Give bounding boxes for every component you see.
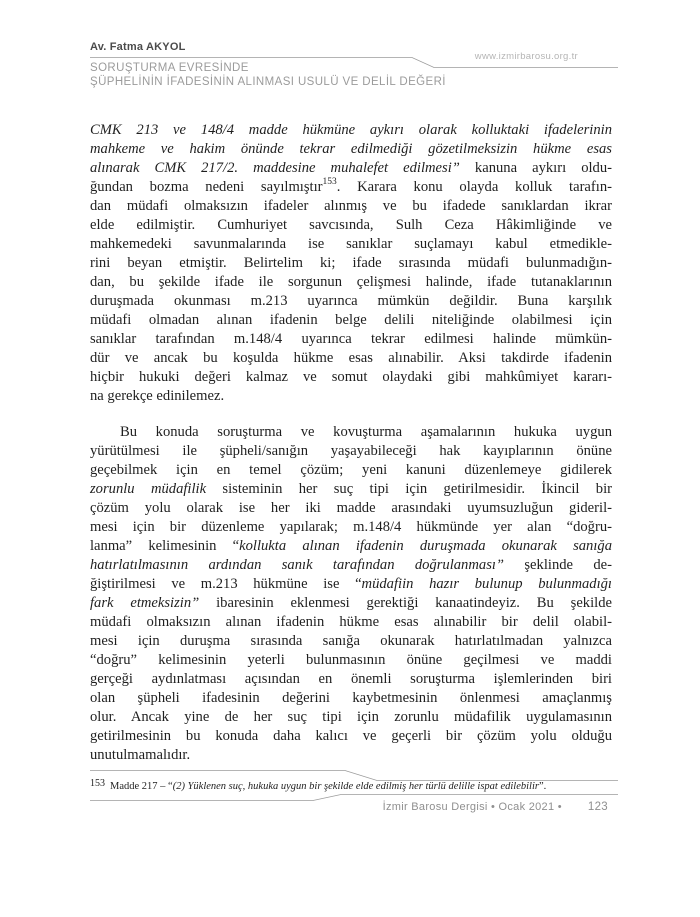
body-text: kanuna aykırı oldu- xyxy=(459,160,612,176)
article-body xyxy=(90,121,612,765)
body-text-italic: hatırlatılmasının ardından sanık tarafından doğrulanması” xyxy=(90,557,505,573)
body-line xyxy=(90,273,612,292)
body-line xyxy=(90,140,612,159)
body-text-italic: fark etmeksizin” xyxy=(90,595,200,611)
footnote-text xyxy=(110,781,546,792)
body-text: sisteminin her suç tipi için getirilmesidir. İkincil bir xyxy=(206,481,613,497)
body-text-italic: CMK 213 ve 148/4 madde hükmüne aykırı olarak kolluktaki ifadelerinin xyxy=(90,122,612,138)
body-text: na gerekçe edinilemez. xyxy=(90,388,225,404)
body-text: sanıklar tarafından m.148/4 uyarınca tekrar edilmesi halinde mümkün- xyxy=(90,331,612,347)
footnote-rule-bottom xyxy=(90,795,618,801)
body-text: çözüm yolu olarak ise her iki madde arasındaki uyumsuzluğun gideril- xyxy=(90,500,612,516)
body-line xyxy=(90,330,612,349)
body-line xyxy=(90,613,612,632)
body-text: mesi için bir düzenleme yapılarak; m.148/4 hükmünde yer alan “doğru- xyxy=(90,519,612,535)
body-text-italic: alınarak CMK 217/2. maddesine muhalefet edilmesi” xyxy=(90,160,460,176)
body-text-italic: zorunlu müdafilik xyxy=(90,481,207,497)
body-line xyxy=(90,594,612,613)
body-line xyxy=(90,423,612,442)
article-title-line1: SORUŞTURMA EVRESİNDE xyxy=(90,62,249,74)
body-line xyxy=(90,311,612,330)
body-line xyxy=(90,556,612,575)
body-text: elde edilmiştir. Cumhuriyet savcısında, Sulh Ceza Hâkimliğinde ve xyxy=(90,217,612,233)
body-text-italic: müdafiin hazır bulunup bulunmadığı xyxy=(361,576,612,592)
body-text: unutulmamalıdır. xyxy=(90,747,191,763)
body-line xyxy=(90,387,612,406)
body-text: olan şüpheli ifadesinin değerini kaybetmesinin önlenmesi amaçlanmış xyxy=(90,690,612,706)
body-line xyxy=(90,727,612,746)
body-line xyxy=(90,368,612,387)
body-line xyxy=(90,670,612,689)
body-text: “doğru” kelimesinin yeterli bulunmasının önüne geçilmesi ve maddi xyxy=(90,652,612,668)
journal-info: İzmir Barosu Dergisi • Ocak 2021 • xyxy=(382,801,562,813)
footnote-rule-top xyxy=(90,771,618,781)
body-text: gerçeği aydınlatması açısından en önemli soruşturma işlemlerinden biri xyxy=(90,671,612,687)
body-text: . Karara konu olayda kolluk tarafın- xyxy=(336,179,612,195)
body-line xyxy=(90,518,612,537)
paragraph xyxy=(90,121,612,406)
body-line xyxy=(90,537,612,556)
body-line xyxy=(90,254,612,273)
page-number: 123 xyxy=(587,801,608,813)
body-text-italic: kollukta alınan ifadenin duruşmada okunarak sanığa xyxy=(239,538,612,554)
paragraph xyxy=(90,423,612,765)
footnote-number: 153 xyxy=(90,778,105,789)
body-line xyxy=(90,746,612,765)
body-line xyxy=(90,575,612,594)
body-line xyxy=(90,349,612,368)
body-text: ğiştirilmesi ve m.213 hükmüne ise “ xyxy=(90,576,362,592)
body-text: hiçbir hukuki değeri kalmaz ve somut olaydaki gibi mahkûmiyet kararı- xyxy=(90,369,612,385)
body-text: getirilmesinin bu konuda daha kalıcı ve geçerli bir çözüm yolu olduğu xyxy=(90,728,612,744)
body-text: müdafi olmadan alınan ifadenin belge delili niteliğinde olabilmesi için xyxy=(90,312,612,328)
body-line xyxy=(90,121,612,140)
body-text: Bu konuda soruşturma ve kovuşturma aşamalarının hukuka uygun xyxy=(120,424,612,440)
body-text-italic: mahkeme ve hakim önünde tekrar edilmediği gözetilmeksizin hükme esas xyxy=(90,141,612,157)
footnote-quote: (2) Yüklenen suç, hukuka uygun bir şekilde elde edilmiş her türlü delille ispat edilebilir xyxy=(172,781,539,792)
body-line xyxy=(90,499,612,518)
body-line xyxy=(90,461,612,480)
body-line xyxy=(90,197,612,216)
body-line xyxy=(90,235,612,254)
body-line xyxy=(90,216,612,235)
body-line xyxy=(90,442,612,461)
body-text: ibaresinin eklenmesi gerektiği kanaatindeyiz. Bu şekilde xyxy=(199,595,612,611)
author-name: Av. Fatma AKYOL xyxy=(90,41,186,53)
body-text: ğundan bozma nedeni sayılmıştır xyxy=(90,179,323,195)
body-text: dür ve ancak bu koşulda hükme esas alınabilir. Aksi takdirde ifadenin xyxy=(90,350,612,366)
body-text: geçebilmek için en temel çözüm; yeni kanuni düzenlemeye gidilerek xyxy=(90,462,612,478)
website-url: www.izmirbarosu.org.tr xyxy=(474,51,578,62)
body-text: lanma” kelimesinin “ xyxy=(90,538,240,554)
body-text: rini beyan etmiştir. Belirtelim ki; ifade sırasında müdafi bulunmadığın- xyxy=(90,255,612,271)
body-line xyxy=(90,708,612,727)
body-line xyxy=(90,480,612,499)
body-line xyxy=(90,159,612,178)
body-text: dan müdafi olmaksızın ifadeler alınmış ve bu ifadede sanıklardan ikrar xyxy=(90,198,612,214)
footnote-reference: 153 xyxy=(322,177,337,188)
body-text: müdafi olmaksızın alınan ifadenin hükme esas alınabilir bir delil olabil- xyxy=(90,614,612,630)
body-text: dan, bu şekilde ifade ile sorgunun çelişmesi halinde, ifade tutanaklarının xyxy=(90,274,612,290)
footnote-label: ”. xyxy=(538,781,547,792)
body-line xyxy=(90,689,612,708)
body-text: yürütülmesi ile şüpheli/sanığın yaşayabileceği hak kayıplarının önüne xyxy=(90,443,612,459)
footnote xyxy=(90,780,618,794)
article-title-line2: ŞÜPHELİNİN İFADESİNİN ALINMASI USULÜ VE DELİL DEĞERİ xyxy=(90,76,446,88)
page-footer xyxy=(383,801,608,813)
body-line xyxy=(90,632,612,651)
body-line xyxy=(90,651,612,670)
body-text: mesi için duruşma sırasında sanığa okunarak hatırlatılmadan yalnızca xyxy=(90,633,612,649)
body-line xyxy=(90,292,612,311)
body-text: duruşmada okunması m.213 uyarınca mümkün değildir. Buna karşılık xyxy=(90,293,612,309)
footnote-label: Madde 217 – “ xyxy=(110,781,173,792)
body-line xyxy=(90,178,612,197)
body-text: olur. Ancak yine de her suç tipi için zorunlu müdafilik uygulamasının xyxy=(90,709,612,725)
body-text: şeklinde de- xyxy=(504,557,612,573)
body-text: mahkemedeki savunmalarında ise sanıklar suçlamayı kabul etmedikle- xyxy=(90,236,612,252)
